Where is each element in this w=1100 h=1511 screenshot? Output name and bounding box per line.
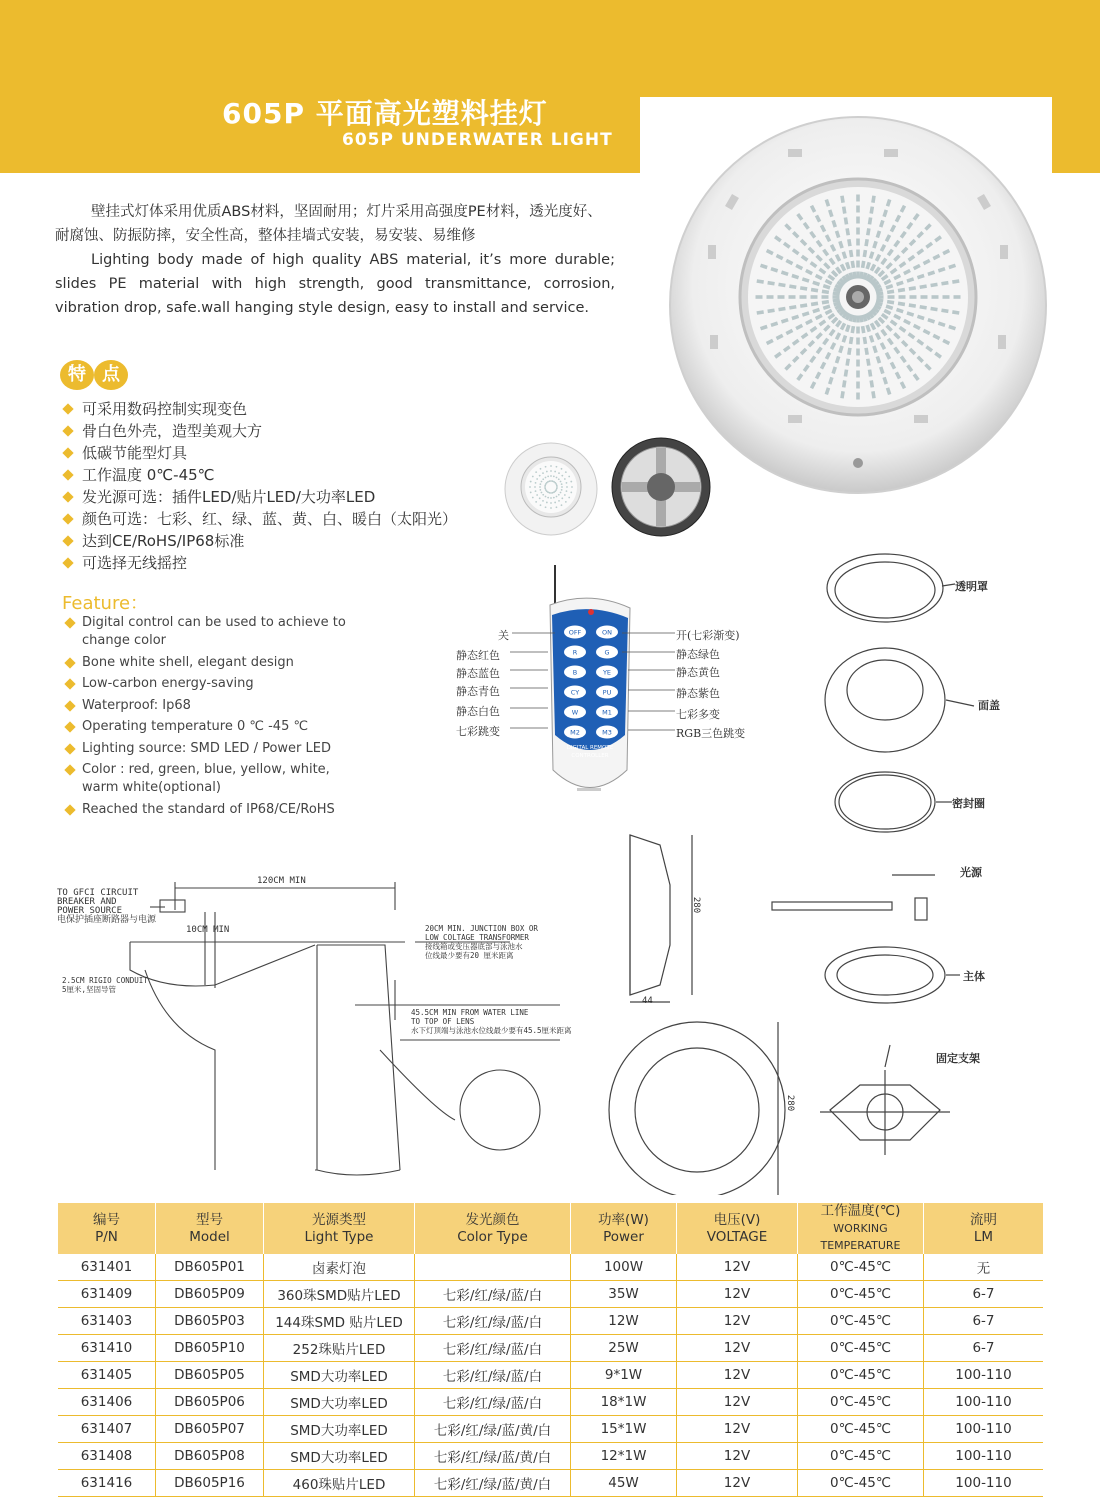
table-row xyxy=(58,1308,1043,1335)
table-cell: 100W xyxy=(571,1254,677,1281)
bullet-diamond-icon xyxy=(64,678,75,689)
list-item: 低碳节能型灯具 xyxy=(62,442,457,464)
page-title: 605P 平面高光塑料挂灯 xyxy=(222,97,548,130)
led-dot xyxy=(560,492,562,494)
led-dot xyxy=(550,507,552,509)
table-cell: DB605P07 xyxy=(156,1416,264,1443)
table-cell: SMD大功率LED xyxy=(264,1362,415,1389)
table-row xyxy=(58,1470,1043,1497)
table-cell: 12W xyxy=(571,1308,677,1335)
remote-button-label: B xyxy=(572,668,578,677)
led-dot xyxy=(542,472,544,474)
led-dot xyxy=(539,486,541,488)
table-cell: 631401 xyxy=(58,1254,156,1281)
bullet-diamond-icon xyxy=(62,403,73,414)
led-dot xyxy=(535,482,537,484)
led-dot xyxy=(558,494,560,496)
table-cell: 9*1W xyxy=(571,1362,677,1389)
led-dot xyxy=(550,497,552,499)
table-cell: 七彩/红/绿/蓝/白 xyxy=(415,1308,571,1335)
features-en-list xyxy=(64,614,364,822)
install-waterline: 45.5CM MIN FROM WATER LINE TO TOP OF LENS 水下灯顶端与泳池水位线最少要有45.5厘米距离 xyxy=(411,1008,572,1035)
led-dot xyxy=(570,492,572,494)
product-photo-front xyxy=(503,441,599,537)
part-label-cover: 面盖 xyxy=(978,699,1000,712)
col-light-type: 光源类型 Light Type xyxy=(264,1203,415,1254)
table-cell xyxy=(415,1254,571,1281)
list-item: Lighting source: SMD LED / Power LED xyxy=(64,740,364,758)
install-junction: 20CM MIN. JUNCTION BOX OR LOW COLTAGE TRANSFORMER 接线箱或变压器底部与泳池水 位线最少要有20 厘米距离 xyxy=(425,924,538,960)
led-dot xyxy=(539,497,541,499)
led-dot xyxy=(550,475,552,477)
led-dot xyxy=(566,486,568,488)
remote-brand-2: CONTROLLER xyxy=(571,753,609,759)
table-cell: 12V xyxy=(677,1254,798,1281)
led-chip xyxy=(767,295,774,299)
led-chip xyxy=(888,295,895,299)
led-chip xyxy=(856,228,860,235)
part-label-lens: 透明罩 xyxy=(955,580,988,593)
led-chip xyxy=(856,382,860,389)
list-item: Digital control can be used to achieve to change color xyxy=(64,614,364,650)
led-dot xyxy=(554,502,556,504)
table-cell: SMD大功率LED xyxy=(264,1416,415,1443)
col-lumen: 流明 LM xyxy=(924,1203,1044,1254)
table-cell: 0℃-45℃ xyxy=(798,1281,924,1308)
led-dot xyxy=(556,466,558,468)
table-row xyxy=(58,1443,1043,1470)
led-chip xyxy=(932,295,939,299)
led-dot xyxy=(565,471,567,473)
part-label-light-source: 光源 xyxy=(960,866,982,879)
list-item: Bone white shell, elegant design xyxy=(64,654,364,672)
led-chip xyxy=(910,295,917,299)
bullet-diamond-icon xyxy=(64,721,75,732)
table-row xyxy=(58,1416,1043,1443)
led-dot xyxy=(530,481,532,483)
led-chip xyxy=(756,295,763,299)
led-dot xyxy=(550,465,552,467)
list-item: Waterproof: Ip68 xyxy=(64,697,364,715)
table-cell: 252珠贴片LED xyxy=(264,1335,415,1362)
table-cell: DB605P03 xyxy=(156,1308,264,1335)
table-cell: 12V xyxy=(677,1281,798,1308)
table-cell: 100-110 xyxy=(924,1470,1044,1497)
led-dot xyxy=(529,486,531,488)
led-dot xyxy=(541,492,543,494)
badge-char-1: 特 xyxy=(60,360,94,390)
table-cell: 七彩/红/绿/蓝/黄/白 xyxy=(415,1443,571,1470)
table-cell: 七彩/红/绿/蓝/白 xyxy=(415,1335,571,1362)
led-dot xyxy=(561,468,563,470)
bullet-diamond-icon xyxy=(64,764,75,775)
install-gfci: TO GFCI CIRCUIT BREAKER AND POWER SOURCE 电保护插座断路器与电源 xyxy=(57,888,157,925)
led-dot xyxy=(570,481,572,483)
led-dot xyxy=(547,475,549,477)
intro-text xyxy=(55,200,615,320)
led-chip xyxy=(856,250,860,257)
table-cell: 0℃-45℃ xyxy=(798,1416,924,1443)
product-photo-back xyxy=(610,436,712,538)
led-chip xyxy=(899,295,906,299)
list-item: 骨白色外壳，造型美观大方 xyxy=(62,420,457,442)
led-dot xyxy=(566,482,568,484)
list-item: Reached the standard of IP68/CE/RoHS xyxy=(64,801,364,819)
table-cell: 七彩/红/绿/蓝/黄/白 xyxy=(415,1470,571,1497)
table-cell: 100-110 xyxy=(924,1362,1044,1389)
table-cell: 631410 xyxy=(58,1335,156,1362)
led-chip xyxy=(822,295,829,299)
remote-label-yellow: 静态黄色 xyxy=(676,666,720,679)
led-dot xyxy=(542,500,544,502)
led-dot xyxy=(545,466,547,468)
led-dot xyxy=(565,501,567,503)
remote-button-label: M1 xyxy=(602,708,612,717)
table-cell: 0℃-45℃ xyxy=(798,1308,924,1335)
list-item: 可采用数码控制实现变色 xyxy=(62,398,457,420)
list-item: 工作温度 0℃-45℃ xyxy=(62,464,457,486)
remote-button-label: M2 xyxy=(570,728,580,737)
table-row xyxy=(58,1389,1043,1416)
remote-button-label: ON xyxy=(602,628,612,637)
led-dot xyxy=(546,471,548,473)
led-dot xyxy=(566,490,568,492)
table-cell: 25W xyxy=(571,1335,677,1362)
features-cn-list xyxy=(62,398,457,574)
led-chip xyxy=(954,295,961,299)
led-chip xyxy=(877,295,884,299)
col-voltage: 电压(V) VOLTAGE xyxy=(677,1203,798,1254)
bullet-diamond-icon xyxy=(64,804,75,815)
led-chip xyxy=(778,295,785,299)
bullet-diamond-icon xyxy=(62,469,73,480)
led-chip xyxy=(921,295,928,299)
table-cell: SMD大功率LED xyxy=(264,1443,415,1470)
led-dot xyxy=(560,481,562,483)
table-cell: DB605P09 xyxy=(156,1281,264,1308)
led-dot xyxy=(544,486,546,488)
led-chip xyxy=(789,295,796,299)
led-dot xyxy=(564,478,566,480)
remote-label-purple: 静态紫色 xyxy=(676,687,720,700)
remote-label-red: 静态红色 xyxy=(456,649,500,662)
led-dot xyxy=(568,476,570,478)
table-cell: 631416 xyxy=(58,1470,156,1497)
table-cell: 七彩/红/绿/蓝/白 xyxy=(415,1389,571,1416)
bullet-diamond-icon xyxy=(64,700,75,711)
remote-button-label: OFF xyxy=(568,628,582,637)
led-chip xyxy=(856,360,860,367)
bullet-diamond-icon xyxy=(64,657,75,668)
table-cell: DB605P16 xyxy=(156,1470,264,1497)
led-dot xyxy=(561,497,563,499)
table-cell: 12V xyxy=(677,1443,798,1470)
led-dot xyxy=(568,497,570,499)
table-cell: DB605P01 xyxy=(156,1254,264,1281)
table-cell: 0℃-45℃ xyxy=(798,1254,924,1281)
table-cell: 12V xyxy=(677,1362,798,1389)
remote-button-label: M3 xyxy=(602,728,612,737)
table-cell: 0℃-45℃ xyxy=(798,1443,924,1470)
led-chip xyxy=(856,195,860,202)
table-cell: 144珠SMD 贴片LED xyxy=(264,1308,415,1335)
remote-button-label: G xyxy=(604,648,610,657)
led-dot xyxy=(535,501,537,503)
col-temperature: 工作温度(℃) WORKING TEMPERATURE xyxy=(798,1203,924,1254)
table-cell: 35W xyxy=(571,1281,677,1308)
table-cell: 七彩/红/绿/蓝/白 xyxy=(415,1281,571,1308)
led-dot xyxy=(539,475,541,477)
features-en-heading: Feature： xyxy=(62,593,149,614)
remote-leader-lines xyxy=(500,625,680,740)
led-dot xyxy=(535,471,537,473)
led-chip xyxy=(856,393,860,400)
bullet-diamond-icon xyxy=(62,557,73,568)
table-cell: 无 xyxy=(924,1254,1044,1281)
led-chip xyxy=(856,239,860,246)
part-label-seal: 密封圈 xyxy=(952,797,985,810)
table-cell: 12V xyxy=(677,1416,798,1443)
remote-label-multi: 七彩多变 xyxy=(676,708,720,721)
led-dot xyxy=(556,496,558,498)
led-dot xyxy=(561,475,563,477)
list-item: Operating temperature 0 ℃ -45 ℃ xyxy=(64,718,364,736)
install-dist-120: 120CM MIN xyxy=(257,876,306,886)
table-cell: 6-7 xyxy=(924,1308,1044,1335)
led-dot xyxy=(550,492,552,494)
led-chip xyxy=(856,371,860,378)
table-cell: 631407 xyxy=(58,1416,156,1443)
remote-button-label: R xyxy=(572,648,578,657)
led-dot xyxy=(556,486,558,488)
led-chip xyxy=(833,295,840,299)
table-cell: 100-110 xyxy=(924,1443,1044,1470)
dimension-drawings xyxy=(600,825,810,1195)
table-cell: 631409 xyxy=(58,1281,156,1308)
bullet-diamond-icon xyxy=(62,425,73,436)
table-row xyxy=(58,1281,1043,1308)
table-cell: 100-110 xyxy=(924,1416,1044,1443)
led-dot xyxy=(532,497,534,499)
table-cell: DB605P08 xyxy=(156,1443,264,1470)
table-cell: 45W xyxy=(571,1470,677,1497)
led-chip xyxy=(856,217,860,224)
table-cell: 卤素灯泡 xyxy=(264,1254,415,1281)
table-cell: 七彩/红/绿/蓝/白 xyxy=(415,1362,571,1389)
table-cell: 18*1W xyxy=(571,1389,677,1416)
led-chip xyxy=(856,272,860,279)
led-dot xyxy=(544,488,546,490)
col-color-type: 发光颜色 Color Type xyxy=(415,1203,571,1254)
table-cell: 12V xyxy=(677,1308,798,1335)
led-dot xyxy=(536,494,538,496)
dimension-depth: 44 xyxy=(642,996,653,1006)
led-dot xyxy=(561,483,563,485)
list-item: Low-carbon energy-saving xyxy=(64,675,364,693)
table-cell: 12V xyxy=(677,1335,798,1362)
bullet-diamond-icon xyxy=(64,743,75,754)
list-item: Color : red, green, blue, yellow, white, warm white(optional) xyxy=(64,761,364,797)
table-cell: DB605P10 xyxy=(156,1335,264,1362)
table-cell: 12V xyxy=(677,1389,798,1416)
led-dot xyxy=(541,481,543,483)
led-dot xyxy=(556,506,558,508)
table-cell: 100-110 xyxy=(924,1389,1044,1416)
led-dot xyxy=(536,478,538,480)
table-cell: 631406 xyxy=(58,1389,156,1416)
table-row xyxy=(58,1254,1043,1281)
led-dot xyxy=(547,497,549,499)
remote-label-off: 关 xyxy=(498,629,509,642)
led-dot xyxy=(558,500,560,502)
remote-label-cyan: 静态青色 xyxy=(456,685,500,698)
table-cell: 631408 xyxy=(58,1443,156,1470)
install-dist-10: 10CM MIN xyxy=(186,925,230,935)
list-item: 发光源可选：插件LED/贴片LED/大功率LED xyxy=(62,486,457,508)
intro-en: Lighting body made of high quality ABS material, it’s more durable; slides PE material with high strength, good transmittance, corrosion, vibration drop, safe.wall hanging style design, easy to install and service. xyxy=(55,252,615,316)
led-dot xyxy=(540,504,542,506)
remote-button-label: W xyxy=(571,708,579,717)
led-dot xyxy=(535,490,537,492)
led-dot xyxy=(539,489,541,491)
table-cell: 360珠SMD贴片LED xyxy=(264,1281,415,1308)
table-cell: 15*1W xyxy=(571,1416,677,1443)
remote-button-label: YE xyxy=(602,668,612,677)
remote-brand-1: DIGITAL REMOTE xyxy=(566,745,614,751)
page-subtitle: 605P UNDERWATER LIGHT xyxy=(342,130,613,150)
list-item: 达到CE/RoHS/IP68标准 xyxy=(62,530,457,552)
intro-cn: 壁挂式灯体采用优质ABS材料，坚固耐用；灯片采用高强度PE材料，透光度好、耐腐蚀、防振防摔，安全性高，整体挂墙式安装，易安装、易维修 xyxy=(55,204,602,244)
col-model: 型号 Model xyxy=(156,1203,264,1254)
table-cell: 460珠贴片LED xyxy=(264,1470,415,1497)
remote-label-on: 开(七彩渐变) xyxy=(676,629,740,642)
dimension-height: 280 xyxy=(691,896,702,914)
spec-table xyxy=(58,1203,1043,1497)
list-item: 颜色可选：七彩、红、绿、蓝、黄、白、暖白（太阳光） xyxy=(62,508,457,530)
table-cell: DB605P06 xyxy=(156,1389,264,1416)
remote-button-label: CY xyxy=(570,688,580,697)
table-cell: DB605P05 xyxy=(156,1362,264,1389)
remote-label-jump: 七彩跳变 xyxy=(456,725,500,738)
led-dot xyxy=(542,478,544,480)
led-chip xyxy=(943,295,950,299)
dimension-diameter: 280 xyxy=(785,1094,796,1112)
led-dot xyxy=(545,496,547,498)
led-chip xyxy=(856,206,860,213)
part-label-body: 主体 xyxy=(963,970,985,983)
led-chip xyxy=(856,338,860,345)
table-row xyxy=(58,1335,1043,1362)
led-dot xyxy=(561,486,563,488)
table-cell: 0℃-45℃ xyxy=(798,1470,924,1497)
led-dot xyxy=(549,480,551,482)
led-dot xyxy=(530,492,532,494)
led-dot xyxy=(540,468,542,470)
remote-label-rgb: RGB三色跳变 xyxy=(676,727,746,740)
remote-label-blue: 静态蓝色 xyxy=(456,667,500,680)
table-cell: 0℃-45℃ xyxy=(798,1389,924,1416)
table-header-row xyxy=(58,1203,1043,1254)
led-dot xyxy=(561,489,563,491)
bullet-diamond-icon xyxy=(62,535,73,546)
remote-button-label: PU xyxy=(602,688,612,697)
led-dot xyxy=(532,476,534,478)
table-cell: SMD大功率LED xyxy=(264,1389,415,1416)
table-cell: 七彩/红/绿/蓝/黄/白 xyxy=(415,1416,571,1443)
table-cell: 6-7 xyxy=(924,1281,1044,1308)
table-cell: 0℃-45℃ xyxy=(798,1335,924,1362)
led-dot xyxy=(556,485,558,487)
table-row xyxy=(58,1362,1043,1389)
bullet-diamond-icon xyxy=(62,491,73,502)
badge-char-2: 点 xyxy=(94,360,128,390)
led-dot xyxy=(552,492,554,494)
led-dot xyxy=(542,494,544,496)
remote-label-white: 静态白色 xyxy=(456,705,500,718)
led-dot xyxy=(561,504,563,506)
remote-label-green: 静态绿色 xyxy=(676,648,720,661)
table-cell: 12V xyxy=(677,1470,798,1497)
led-dot xyxy=(553,475,555,477)
led-dot xyxy=(534,486,536,488)
led-dot xyxy=(564,494,566,496)
led-dot xyxy=(550,480,552,482)
led-dot xyxy=(545,506,547,508)
table-cell: 6-7 xyxy=(924,1335,1044,1362)
bullet-diamond-icon xyxy=(62,513,73,524)
led-dot xyxy=(550,470,552,472)
list-item: 可选择无线摇控 xyxy=(62,552,457,574)
bullet-diamond-icon xyxy=(64,617,75,628)
table-cell: 0℃-45℃ xyxy=(798,1362,924,1389)
led-chip xyxy=(811,295,818,299)
led-chip xyxy=(856,261,860,268)
led-dot xyxy=(558,472,560,474)
led-chip xyxy=(856,327,860,334)
led-chip xyxy=(800,295,807,299)
col-pn: 编号 P/N xyxy=(58,1203,156,1254)
features-badge xyxy=(60,360,132,390)
led-dot xyxy=(550,502,552,504)
led-chip xyxy=(856,316,860,323)
led-dot xyxy=(546,502,548,504)
led-dot xyxy=(556,477,558,479)
led-dot xyxy=(558,478,560,480)
led-dot xyxy=(545,477,547,479)
led-dot xyxy=(539,483,541,485)
part-label-bracket: 固定支架 xyxy=(936,1052,980,1065)
table-cell: 12*1W xyxy=(571,1443,677,1470)
led-chip xyxy=(856,349,860,356)
led-dot xyxy=(571,486,573,488)
table-cell: 631405 xyxy=(58,1362,156,1389)
install-conduit: 2.5CM RIGIO CONDUIT 5厘米,坚固导管 xyxy=(62,976,148,994)
led-dot xyxy=(553,497,555,499)
bullet-diamond-icon xyxy=(62,447,73,458)
product-photo-main xyxy=(668,115,1048,495)
table-cell: 631403 xyxy=(58,1308,156,1335)
led-dot xyxy=(554,471,556,473)
col-power: 功率(W) Power xyxy=(571,1203,677,1254)
